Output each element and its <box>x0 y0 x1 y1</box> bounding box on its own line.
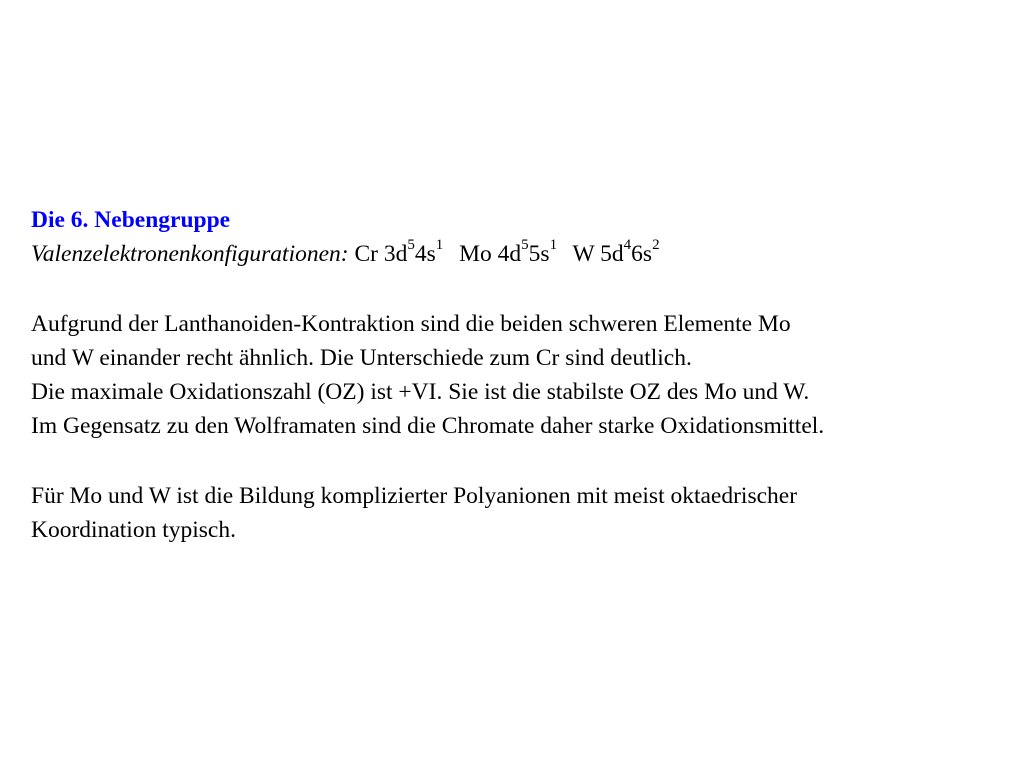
paragraph-line: Koordination typisch. <box>31 517 236 543</box>
orbital: 3d <box>383 241 408 267</box>
orbital: 5d <box>600 241 624 267</box>
orbital-electron-count: 5 <box>521 237 529 254</box>
paragraph-line: Die maximale Oxidationszahl (OZ) ist +VI. Sie ist die stabilste OZ des Mo und W. <box>31 379 810 405</box>
element-symbol: Mo <box>459 241 492 267</box>
paragraph-polyanions <box>31 479 1011 547</box>
element-symbol: Cr <box>354 241 378 267</box>
element-symbol: W <box>572 241 595 267</box>
configuration-label: Valenzelektronenkonfigurationen: <box>31 241 349 267</box>
configuration-cr <box>354 237 444 267</box>
orbital: 4d <box>497 241 522 267</box>
orbital-electron-count: 5 <box>407 237 415 254</box>
paragraph-spacer <box>31 271 1011 307</box>
paragraph-line: Im Gegensatz zu den Wolframaten sind die Chromate daher starke Oxidationsmittel. <box>31 413 825 439</box>
slide-title: Die 6. Nebengruppe <box>31 207 231 233</box>
paragraph-line: und W einander recht ähnlich. Die Unterschiede zum Cr sind deutlich. <box>31 345 692 371</box>
orbital-electron-count: 1 <box>435 237 444 254</box>
paragraph-line: Aufgrund der Lanthanoiden-Kontraktion sind die beiden schweren Elemente Mo <box>31 311 791 337</box>
paragraph-line: Für Mo und W ist die Bildung komplizierter Polyanionen mit meist oktaedrischer <box>31 483 798 509</box>
configuration-w <box>572 237 660 267</box>
orbital: 4s <box>414 241 436 267</box>
electron-configuration-line <box>31 237 1011 271</box>
orbital-electron-count: 2 <box>652 237 660 254</box>
orbital: 5s <box>528 241 550 267</box>
orbital-electron-count: 1 <box>549 237 558 254</box>
slide-content <box>31 203 1011 547</box>
paragraph-lanthanide-contraction <box>31 307 1011 443</box>
orbital-electron-count: 4 <box>623 237 632 254</box>
orbital: 6s <box>631 241 653 267</box>
paragraph-spacer <box>31 443 1011 479</box>
configuration-mo <box>459 237 558 267</box>
